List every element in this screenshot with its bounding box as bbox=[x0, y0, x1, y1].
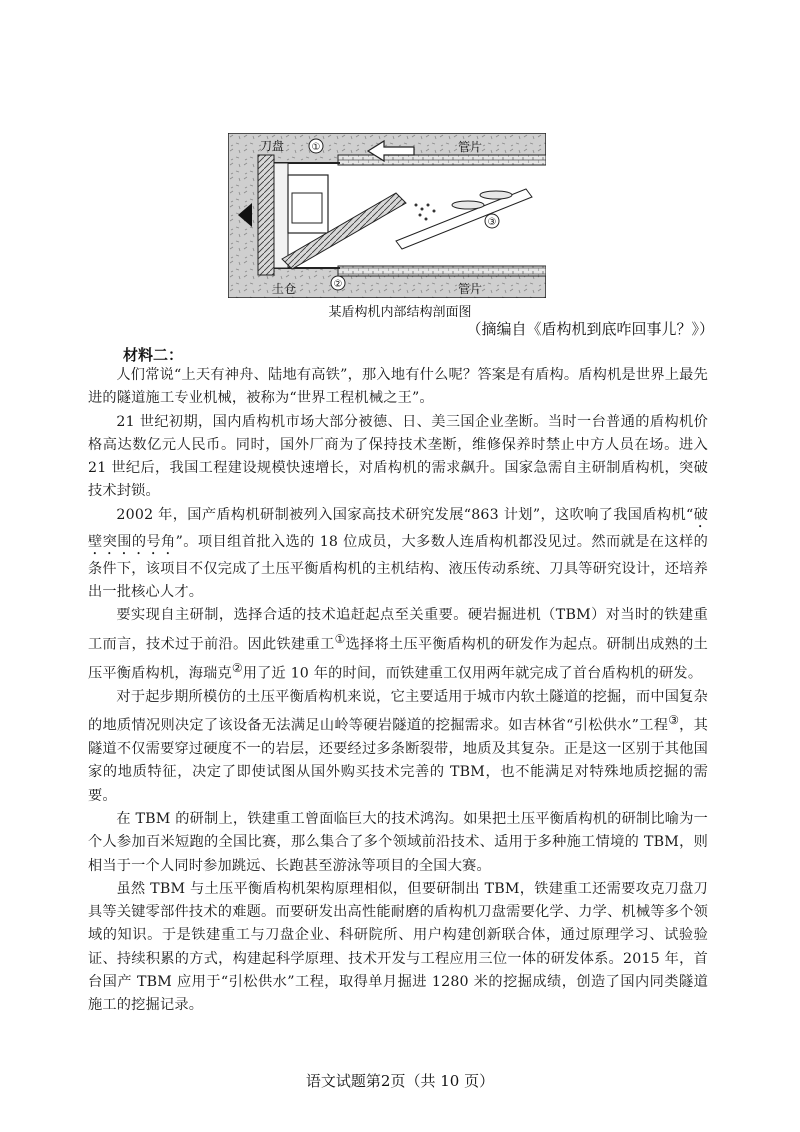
shield-machine-diagram bbox=[228, 133, 546, 298]
paragraph-3 bbox=[88, 504, 708, 605]
paragraph-6 bbox=[88, 808, 708, 878]
paragraph-7-text: 虽然 TBM 与土压平衡盾构机架构原理相似，但要研制出 TBM，铁建重工还需要攻克刀盘刀具等关键零部件技术的难题。而要研发出高性能耐磨的盾构机刀盘需要化学、力学、机械等多个领域的知识。于是铁建重工与刀盘企业、科研院所、用户构建创新联合体，通过原理学习、试验验证、持续积累的方式，构建起科学原理、技术开发与工程应用三位一体的研发体系。2015 年，首台国产 TBM 应用于“引松供水”工程，取得单月掘进 1280 米的挖掘成绩，创造了国内同类隧道施工的挖掘记录。 bbox=[88, 880, 708, 1014]
label-segment-top: 管片 bbox=[458, 140, 483, 154]
label-num2: ② bbox=[333, 279, 343, 290]
paragraph-6-text: 在 TBM 的研制上，铁建重工曾面临巨大的技术鸿沟。如果把土压平衡盾构机的研制比喻为一个人参加百米短跑的全国比赛，那么集合了多个领域前沿技术、适用于多种施工情境的 TBM，则相当于一个人同时参加跳远、长跑甚至游泳等项目的全国大赛。 bbox=[88, 810, 708, 874]
footnote-mark-3: ③ bbox=[668, 713, 680, 728]
paragraph-3-text-a: 2002 年，国产盾构机研制被列入国家高技术研究发展“863 计划”，这吹响了我国盾构机“ bbox=[116, 506, 694, 523]
footnote-mark-2: ② bbox=[231, 660, 243, 675]
paragraph-7 bbox=[88, 878, 708, 1018]
paragraph-2 bbox=[88, 411, 708, 504]
paragraph-1 bbox=[88, 364, 708, 411]
cutterhead bbox=[258, 155, 274, 275]
paragraph-5 bbox=[88, 686, 708, 808]
label-cutterhead: 刀盘 bbox=[260, 139, 285, 153]
paragraph-4-text-c: 用了近 10 年的时间，而铁建重工仅用两年就完成了首台盾构机的研发。 bbox=[242, 665, 703, 682]
paragraph-5-text-a: 对于起步期所模仿的土压平衡盾构机来说，它主要适用于城市内软土隧道的挖掘，而中国复杂的地质情况则决定了该设备无法满足山岭等硬岩隧道的挖掘需求。如吉林省“引松供水”工程 bbox=[88, 688, 708, 734]
label-num3: ③ bbox=[487, 217, 497, 228]
figure-source: （摘编自《盾构机到底咋回事儿？》） bbox=[466, 320, 714, 338]
diagram-svg bbox=[228, 133, 546, 298]
footnote-mark-1: ① bbox=[334, 631, 346, 646]
figure-caption: 某盾构机内部结构剖面图 bbox=[328, 305, 472, 320]
article-body bbox=[88, 364, 708, 1018]
paragraph-4-text-b: 选择将土压平衡盾构机的研发作为起点。研制出成熟的土压平衡盾构机，海瑞克 bbox=[88, 636, 708, 682]
segment-top bbox=[338, 155, 546, 165]
paragraph-3-text-b: ”。项目组首批入选的 18 位成员，大多数人连盾构机都没见过。然而就是在这样的条件下，该项目不仅完成了土压平衡盾构机的主机结构、液压传动系统、刀具等研究设计，还培养出一批核心人才。 bbox=[88, 533, 708, 601]
paragraph-4-text-a: 要实现自主研制，选择合适的技术追赶起点至关重要。硬岩掘进机（TBM）对当时的铁建重工而言，技术过于前沿。因此铁建重工 bbox=[88, 607, 708, 653]
paragraph-5-text-b: ，其隧道不仅需要穿过硬度不一的岩层，还要经过多条断裂带，地质及其复杂。正是这一区别于其他国家的地质特征，决定了即使试图从国外购买技术完善的 TBM，也不能满足对特殊地质挖掘的需要。 bbox=[88, 717, 708, 804]
label-num1: ① bbox=[311, 142, 321, 153]
label-segment-bottom: 管片 bbox=[458, 282, 483, 296]
paragraph-2-text: 21 世纪初期，国内盾构机市场大部分被德、日、美三国企业垄断。当时一台普通的盾构机价格高达数亿元人民币。同时，国外厂商为了保持技术垄断，维修保养时禁止中方人员在场。进入 21 世纪后，我国工程建设规模快速增长，对盾构机的需求飙升。国家急需自主研制盾构机，突破技术封锁。 bbox=[88, 413, 708, 500]
label-soil-chamber: 土仓 bbox=[272, 282, 297, 296]
paragraph-1-text: 人们常说“上天有神舟、陆地有高铁”，那入地有什么呢？答案是有盾构。盾构机是世界上最先进的隧道施工专业机械，被称为“世界工程机械之王”。 bbox=[88, 367, 708, 407]
soil-chamber bbox=[274, 163, 288, 268]
section-title: 材料二： bbox=[123, 346, 184, 364]
paragraph-4 bbox=[88, 604, 708, 685]
segment-bottom bbox=[338, 266, 546, 276]
emphasized-phrase: 破壁突围的号角 bbox=[88, 506, 709, 550]
page-footer: 语文试题第2页（共 10 页） bbox=[305, 1072, 495, 1090]
